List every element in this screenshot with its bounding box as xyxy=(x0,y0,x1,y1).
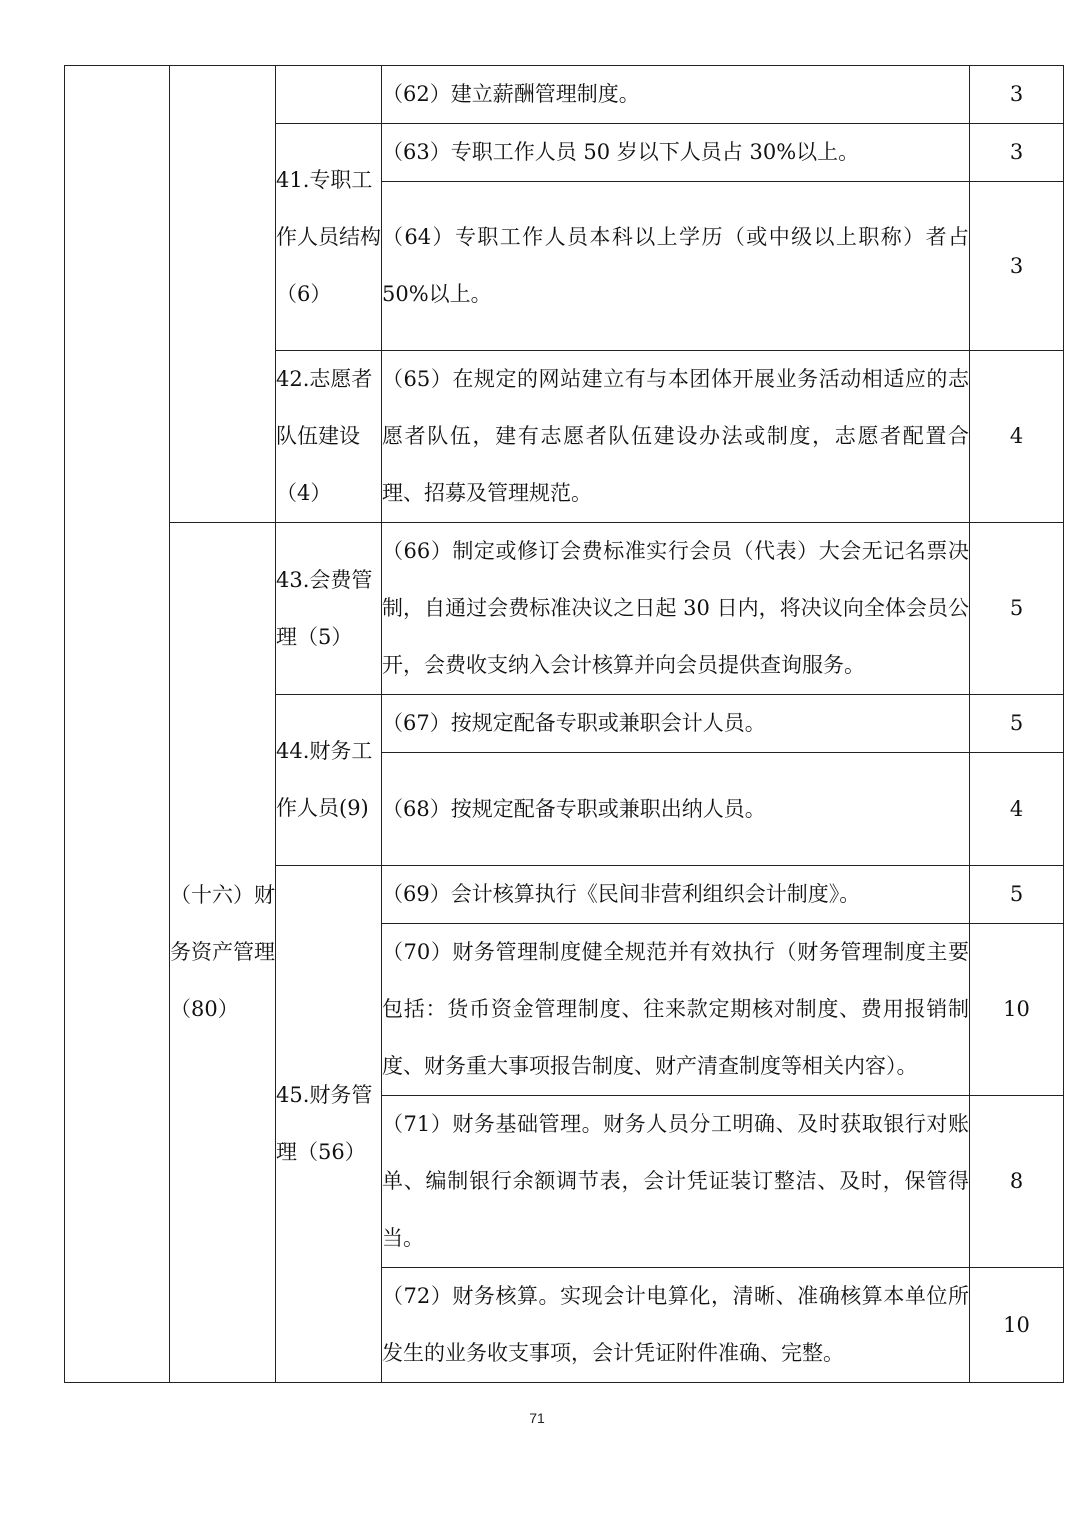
score-72: 10 xyxy=(970,1268,1064,1383)
criterion-64: （64）专职工作人员本科以上学历（或中级以上职称）者占50%以上。 xyxy=(382,182,970,351)
criterion-72: （72）财务核算。实现会计电算化，清晰、准确核算本单位所发生的业务收支事项，会计凭证附件准确、完整。 xyxy=(382,1268,970,1383)
evaluation-table xyxy=(64,65,1064,1383)
score-66: 5 xyxy=(970,523,1064,695)
criterion-65: （65）在规定的网站建立有与本团体开展业务活动相适应的志愿者队伍，建有志愿者队伍建设办法或制度，志愿者配置合理、招募及管理规范。 xyxy=(382,351,970,523)
indicator-cell-empty xyxy=(276,66,382,124)
score-68: 4 xyxy=(970,753,1064,866)
indicator-44: 44.财务工作人员(9) xyxy=(276,695,382,866)
criterion-68: （68）按规定配备专职或兼职出纳人员。 xyxy=(382,753,970,866)
score-70: 10 xyxy=(970,924,1064,1096)
indicator-41: 41.专职工作人员结构（6） xyxy=(276,124,382,351)
level2-category-cell xyxy=(170,66,276,523)
indicator-45: 45.财务管理（56） xyxy=(276,866,382,1383)
criterion-62: （62）建立薪酬管理制度。 xyxy=(382,66,970,124)
table-row xyxy=(65,523,1064,695)
table-row xyxy=(65,66,1064,124)
criterion-69: （69）会计核算执行《民间非营利组织会计制度》。 xyxy=(382,866,970,924)
score-69: 5 xyxy=(970,866,1064,924)
criterion-70: （70）财务管理制度健全规范并有效执行（财务管理制度主要包括：货币资金管理制度、往来款定期核对制度、费用报销制度、财务重大事项报告制度、财产清查制度等相关内容）。 xyxy=(382,924,970,1096)
score-62: 3 xyxy=(970,66,1064,124)
indicator-43: 43.会费管理（5） xyxy=(276,523,382,695)
score-65: 4 xyxy=(970,351,1064,523)
indicator-42: 42.志愿者队伍建设（4） xyxy=(276,351,382,523)
page-number: 71 xyxy=(529,1410,545,1426)
criterion-67: （67）按规定配备专职或兼职会计人员。 xyxy=(382,695,970,753)
score-67: 5 xyxy=(970,695,1064,753)
criterion-66: （66）制定或修订会费标准实行会员（代表）大会无记名票决制，自通过会费标准决议之日起 30 日内，将决议向全体会员公开，会费收支纳入会计核算并向会员提供查询服务。 xyxy=(382,523,970,695)
level1-category-cell xyxy=(65,66,170,1383)
score-71: 8 xyxy=(970,1096,1064,1268)
score-63: 3 xyxy=(970,124,1064,182)
criterion-63: （63）专职工作人员 50 岁以下人员占 30%以上。 xyxy=(382,124,970,182)
category-16: （十六）财务资产管理（80） xyxy=(170,523,276,1383)
criterion-71: （71）财务基础管理。财务人员分工明确、及时获取银行对账单、编制银行余额调节表，会计凭证装订整洁、及时，保管得当。 xyxy=(382,1096,970,1268)
score-64: 3 xyxy=(970,182,1064,351)
